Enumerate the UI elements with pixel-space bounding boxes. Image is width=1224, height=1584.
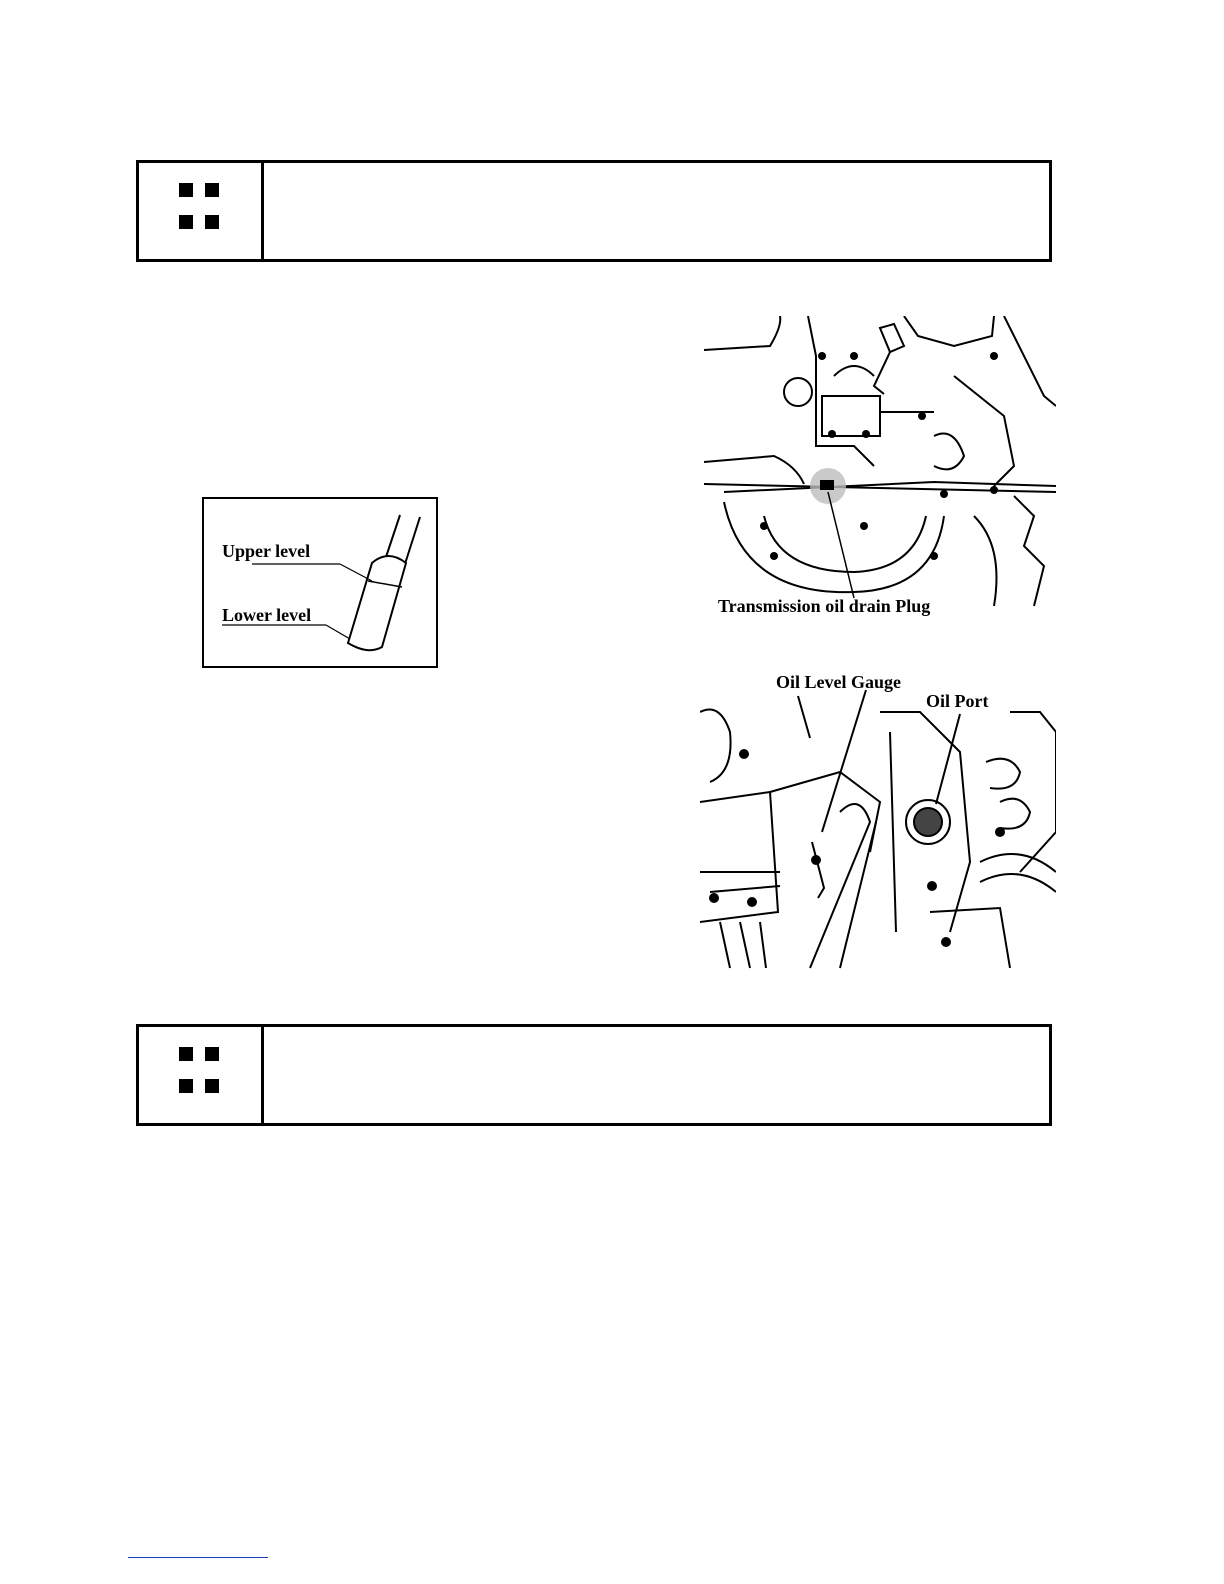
oil-level-gauge-label: Oil Level Gauge <box>776 672 901 692</box>
dipstick-figure <box>202 497 438 668</box>
cross-checker-icon <box>179 1047 219 1093</box>
notice-box-bottom <box>136 1024 1052 1126</box>
notice-icon-cell <box>139 163 264 259</box>
upper-level-label: Upper level <box>222 541 311 561</box>
drain-plug-caption: Transmission oil drain Plug <box>718 596 931 616</box>
oil-port-label: Oil Port <box>926 691 989 711</box>
notice-box-top <box>136 160 1052 262</box>
lower-level-label: Lower level <box>222 605 312 625</box>
notice-icon-cell <box>139 1027 264 1123</box>
oil-gauge-figure <box>700 672 1056 972</box>
footer-rule <box>128 1557 268 1558</box>
drain-plug-figure <box>704 316 1056 616</box>
cross-checker-icon <box>179 183 219 229</box>
